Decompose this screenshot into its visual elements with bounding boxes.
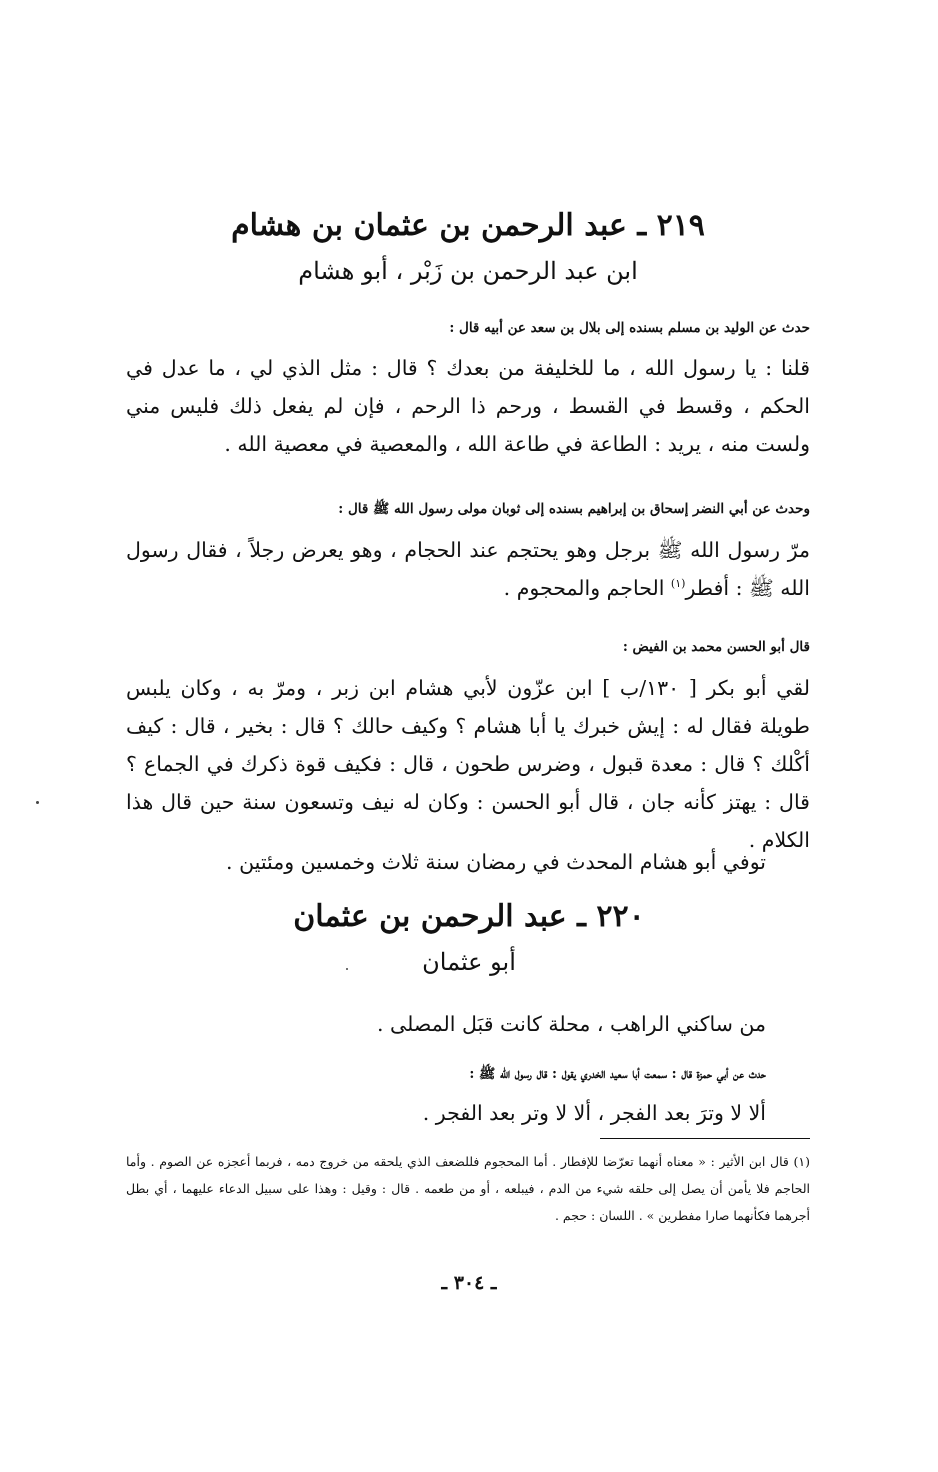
entry-220-subtitle: أبو عثمان xyxy=(422,948,516,976)
entry-219-paragraph-2-text-b: الحاجم والمحجوم . xyxy=(503,576,671,600)
entry-220-chain-1: حدث عن أبي حمزة قال : سمعت أبا سعيد الخدري يقول : قال رسول الله ﷺ : xyxy=(469,1066,766,1082)
entry-219-title: ٢١٩ ـ عبد الرحمن بن عثمان بن هشام xyxy=(231,208,705,243)
entry-219-paragraph-2-text-a: مرّ رسول الله ﷺ برجل وهو يحتجم عند الحجام ، وهو يعرض رجلاً ، فقال رسول الله ﷺ : أفطر xyxy=(126,538,810,600)
entry-219-paragraph-3 xyxy=(126,669,810,859)
entry-219-chain-1: حدث عن الوليد بن مسلم بسنده إلى بلال بن سعد عن أبيه قال : xyxy=(449,320,810,336)
entry-220-paragraph-2: ألا لا وترَ بعد الفجر ، ألا لا وتر بعد الفجر . xyxy=(422,1101,766,1125)
entry-219-paragraph-1 xyxy=(126,349,810,463)
entry-219-death-note: توفي أبو هشام المحدث في رمضان سنة ثلاث وخمسين ومئتين . xyxy=(226,850,766,874)
scan-speck xyxy=(36,801,39,804)
entry-219-chain-3: قال أبو الحسن محمد بن الفيض : xyxy=(622,639,810,655)
entry-219-paragraph-2 xyxy=(126,531,810,607)
entry-219-paragraph-1-text: قلنا : يا رسول الله ، ما للخليفة من بعدك ؟ قال : مثل الذي لي ، ما عدل في الحكم ، وقسط في القسط ، ورحم ذا الرحم ، فإن لم يفعل ذلك فليس مني ولست منه ، يريد : الطاعة في طاعة الله ، والمعصية في معصية الله . xyxy=(126,356,810,456)
entry-219-chain-2: وحدث عن أبي النضر إسحاق بن إبراهيم بسنده إلى ثوبان مولى رسول الله ﷺ قال : xyxy=(338,501,810,517)
footnote-separator xyxy=(600,1138,810,1139)
scan-speck xyxy=(346,968,348,970)
entry-220-title: ٢٢٠ ـ عبد الرحمن بن عثمان xyxy=(293,899,645,934)
entry-219-paragraph-3-text: لقي أبو بكر [ ١٣٠/ب ] ابن عزّون لأبي هشام ابن زبر ، ومرّ به ، وكان يلبس طويلة فقال له : إيش خبرك يا أبا هشام ؟ وكيف حالك ؟ قال : بخير ، قال : كيف أكْلك ؟ قال : معدة قبول ، وضرس طحون ، قال : فكيف قوة ذكرك في الجماع ؟ قال : يهتز كأنه جان ، قال أبو الحسن : وكان له نيف وتسعون سنة حين قال هذا الكلام . xyxy=(126,676,810,852)
entry-219-subtitle: ابن عبد الرحمن بن زَبْر ، أبو هشام xyxy=(298,257,638,285)
page-number: ـ ٣٠٤ ـ xyxy=(441,1272,497,1294)
footnote-reference[interactable]: (١) xyxy=(670,577,686,591)
footnote: (١) قال ابن الأثير : « معناه أنهما تعرّضا للإفطار . أما المحجوم فللضعف الذي يلحقه من خروج دمه ، فربما أعجزه عن الصوم . وأما الحاجم فلا يأمن أن يصل إلى حلقه شيء من الدم ، فيبلعه ، أو من طعمه . قال : وقيل : وهذا على سبيل الدعاء عليهما ، أي بطل أجرهما فكأنهما صارا مفطرين » . اللسان : حجم . xyxy=(126,1154,810,1223)
entry-219-paragraph-2-line xyxy=(126,531,810,607)
entry-220-paragraph-1: من ساكني الراهب ، محلة كانت قبَل المصلى . xyxy=(377,1012,766,1036)
